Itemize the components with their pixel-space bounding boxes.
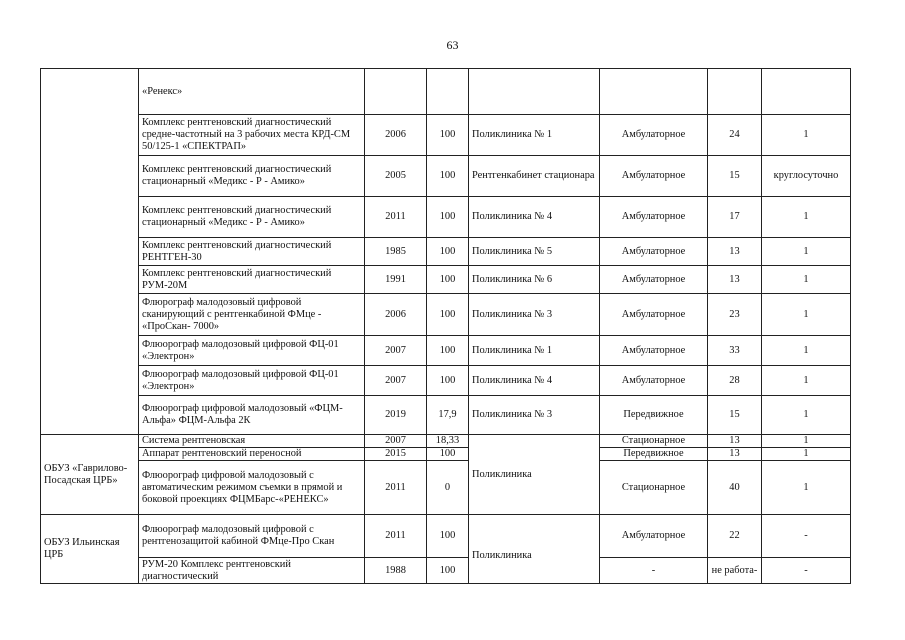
count-cell: 22: [708, 515, 762, 558]
equipment-name: Флюорограф цифровой малодозовый с автоматическим режимом съемки в прямой и боковой проекциях ФЦМБарс-«РЕНЕКС»: [139, 461, 365, 515]
shifts-cell: 1: [762, 366, 851, 396]
wear-cell: 100: [427, 115, 469, 156]
wear-cell: 100: [427, 558, 469, 584]
equipment-name: «Ренекс»: [139, 69, 365, 115]
wear-cell: 100: [427, 448, 469, 461]
mode-cell: Амбулаторное: [600, 266, 708, 294]
table-row: [41, 396, 851, 435]
table-row: [41, 266, 851, 294]
year-cell: 2005: [365, 156, 427, 197]
location-cell: Поликлиника № 3: [469, 294, 600, 336]
count-cell: [708, 69, 762, 115]
year-cell: 2011: [365, 515, 427, 558]
mode-cell: Амбулаторное: [600, 515, 708, 558]
count-cell: 40: [708, 461, 762, 515]
count-cell: 15: [708, 396, 762, 435]
equipment-name: Комплекс рентгеновский диагностический РЕНТГЕН-30: [139, 238, 365, 266]
mode-cell: Стационарное: [600, 461, 708, 515]
org-cell: [41, 69, 139, 435]
count-cell: 15: [708, 156, 762, 197]
shifts-cell: 1: [762, 461, 851, 515]
year-cell: 1988: [365, 558, 427, 584]
table-row: [41, 238, 851, 266]
shifts-cell: -: [762, 558, 851, 584]
year-cell: 2007: [365, 435, 427, 448]
location-cell: Поликлиника: [469, 515, 600, 584]
location-cell: [469, 69, 600, 115]
shifts-cell: 1: [762, 435, 851, 448]
mode-cell: Амбулаторное: [600, 366, 708, 396]
table-row: [41, 558, 851, 584]
equipment-name: РУМ-20 Комплекс рентгеновский диагностический: [139, 558, 365, 584]
location-cell: Рентгенкабинет стационара: [469, 156, 600, 197]
equipment-name: Комплекс рентгеновский диагностический средне-частотный на 3 рабочих места КРД-СМ 50/125-1 «СПЕКТРАП»: [139, 115, 365, 156]
count-cell: 17: [708, 197, 762, 238]
equipment-name: Комплекс рентгеновский диагностический стационарный «Медикс - Р - Амико»: [139, 197, 365, 238]
wear-cell: 100: [427, 197, 469, 238]
equipment-name: Флюорограф малодозовый цифровой ФЦ-01 «Электрон»: [139, 366, 365, 396]
count-cell: 13: [708, 435, 762, 448]
count-cell: 13: [708, 238, 762, 266]
equipment-name: Флюорограф малодозовый цифровой с рентгенозащитой кабиной ФМце-Про Скан: [139, 515, 365, 558]
shifts-cell: 1: [762, 266, 851, 294]
wear-cell: 100: [427, 238, 469, 266]
table-row: [41, 294, 851, 336]
year-cell: 2006: [365, 294, 427, 336]
mode-cell: Передвижное: [600, 448, 708, 461]
table-row: [41, 448, 851, 461]
mode-cell: Передвижное: [600, 396, 708, 435]
wear-cell: [427, 69, 469, 115]
location-cell: Поликлиника № 6: [469, 266, 600, 294]
count-cell: 24: [708, 115, 762, 156]
wear-cell: 100: [427, 366, 469, 396]
wear-cell: 100: [427, 156, 469, 197]
count-cell: 13: [708, 266, 762, 294]
wear-cell: 0: [427, 461, 469, 515]
page-number: 63: [446, 38, 459, 52]
org-ilyinskaya: ОБУЗ Ильинская ЦРБ: [41, 515, 139, 584]
year-cell: 2019: [365, 396, 427, 435]
table-row: [41, 156, 851, 197]
shifts-cell: 1: [762, 396, 851, 435]
equipment-name: Флюорограф малодозовый цифровой ФЦ-01 «Электрон»: [139, 336, 365, 366]
shifts-cell: [762, 69, 851, 115]
table-row: [41, 515, 851, 558]
mode-cell: Амбулаторное: [600, 197, 708, 238]
location-cell: Поликлиника № 4: [469, 366, 600, 396]
shifts-cell: 1: [762, 238, 851, 266]
year-cell: 2006: [365, 115, 427, 156]
wear-cell: 17,9: [427, 396, 469, 435]
count-cell: 28: [708, 366, 762, 396]
location-cell: Поликлиника: [469, 435, 600, 515]
shifts-cell: 1: [762, 197, 851, 238]
location-cell: Поликлиника № 5: [469, 238, 600, 266]
equipment-table: [40, 68, 851, 584]
equipment-name: Комплекс рентгеновский диагностический РУМ-20М: [139, 266, 365, 294]
wear-cell: 18,33: [427, 435, 469, 448]
mode-cell: Амбулаторное: [600, 238, 708, 266]
count-cell: 23: [708, 294, 762, 336]
wear-cell: 100: [427, 515, 469, 558]
year-cell: [365, 69, 427, 115]
location-cell: Поликлиника № 3: [469, 396, 600, 435]
mode-cell: Амбулаторное: [600, 115, 708, 156]
mode-cell: Стационарное: [600, 435, 708, 448]
count-cell: 33: [708, 336, 762, 366]
mode-cell: Амбулаторное: [600, 336, 708, 366]
year-cell: 1985: [365, 238, 427, 266]
shifts-cell: 1: [762, 336, 851, 366]
year-cell: 1991: [365, 266, 427, 294]
mode-cell: -: [600, 558, 708, 584]
location-cell: Поликлиника № 4: [469, 197, 600, 238]
location-cell: Поликлиника № 1: [469, 336, 600, 366]
shifts-cell: 1: [762, 294, 851, 336]
shifts-cell: 1: [762, 448, 851, 461]
equipment-name: Флюорограф цифровой малодозовый «ФЦМ-Альфа» ФЦМ-Альфа 2К: [139, 396, 365, 435]
wear-cell: 100: [427, 294, 469, 336]
table-row: [41, 197, 851, 238]
shifts-cell: -: [762, 515, 851, 558]
count-cell: не работа-: [708, 558, 762, 584]
org-gavrilovo: ОБУЗ «Гаврилово-Посадская ЦРБ»: [41, 435, 139, 515]
table-row: [41, 366, 851, 396]
table-row: [41, 69, 851, 115]
mode-cell: Амбулаторное: [600, 156, 708, 197]
table-row: [41, 336, 851, 366]
location-cell: Поликлиника № 1: [469, 115, 600, 156]
wear-cell: 100: [427, 266, 469, 294]
equipment-name: Флюрограф малодозовый цифровой сканирующий с рентгенкабиной ФМце - «ПроСкан- 7000»: [139, 294, 365, 336]
equipment-name: Система рентгеновская: [139, 435, 365, 448]
table-row: [41, 115, 851, 156]
year-cell: 2011: [365, 197, 427, 238]
year-cell: 2007: [365, 336, 427, 366]
mode-cell: [600, 69, 708, 115]
wear-cell: 100: [427, 336, 469, 366]
shifts-cell: круглосуточно: [762, 156, 851, 197]
shifts-cell: 1: [762, 115, 851, 156]
table-row: [41, 461, 851, 515]
equipment-name: Комплекс рентгеновский диагностический стационарный «Медикс - Р - Амико»: [139, 156, 365, 197]
equipment-name: Аппарат рентгеновский переносной: [139, 448, 365, 461]
year-cell: 2015: [365, 448, 427, 461]
count-cell: 13: [708, 448, 762, 461]
year-cell: 2011: [365, 461, 427, 515]
year-cell: 2007: [365, 366, 427, 396]
table-row: [41, 435, 851, 448]
mode-cell: Амбулаторное: [600, 294, 708, 336]
